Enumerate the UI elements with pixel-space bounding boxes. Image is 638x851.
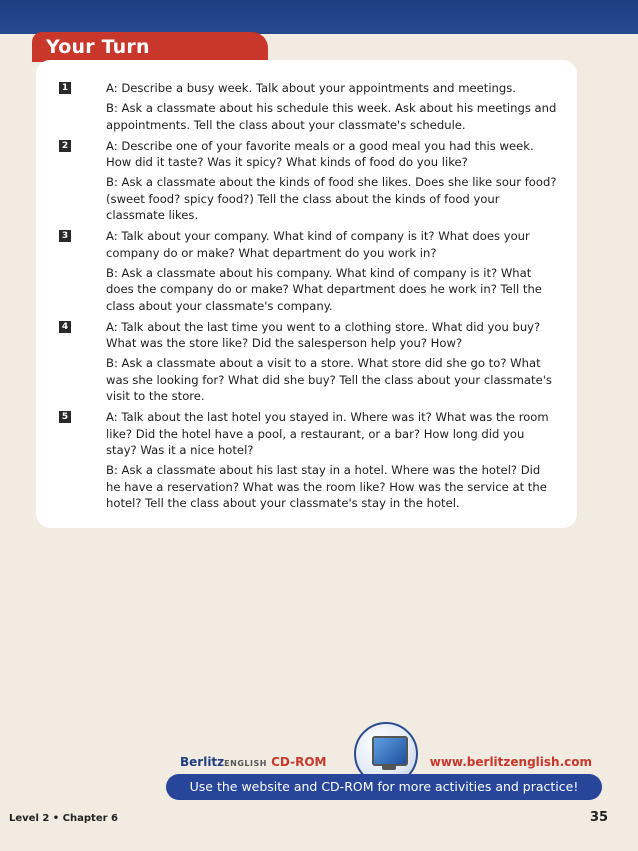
exercise-5 (59, 409, 557, 511)
page-number: 35 (590, 810, 609, 825)
exercise-2-part-a (59, 138, 557, 171)
footer-level-chapter: Level 2 • Chapter 6 (9, 813, 118, 824)
exercise-card (36, 60, 577, 528)
brand-sub: ENGLISH (224, 759, 267, 768)
exercise-5-part-b (59, 462, 557, 511)
exercise-1-b-text: B: Ask a classmate about his schedule this week. Ask about his meetings and appointments. Tell the class about your classmate's schedule. (106, 101, 557, 132)
exercise-1-part-b (59, 100, 557, 133)
exercise-number-2: 2 (59, 140, 71, 152)
promo-block (166, 722, 602, 802)
exercise-3-part-a (59, 228, 557, 261)
brand-name: Berlitz (180, 755, 225, 769)
brand-logo (180, 755, 326, 769)
exercise-2-part-b (59, 174, 557, 223)
exercise-4-part-a (59, 319, 557, 352)
exercise-2-b-text: B: Ask a classmate about the kinds of food she likes. Does she like sour food? (sweet food? spicy food?) Tell the class about the kinds of food your classmate likes. (106, 175, 557, 223)
exercise-4-b-text: B: Ask a classmate about a visit to a store. What store did she go to? What was she looking for? What did she buy? Tell the class about your classmate's visit to the store. (106, 356, 552, 404)
exercise-2-a-text: A: Describe one of your favorite meals or a good meal you had this week. How did it taste? Was it spicy? What kinds of food do you like? (106, 138, 534, 170)
exercise-2 (59, 138, 557, 223)
exercise-3 (59, 228, 557, 313)
exercise-1-part-a (59, 80, 557, 96)
exercise-number-5: 5 (59, 411, 71, 423)
promo-banner: Use the website and CD-ROM for more activities and practice! (166, 774, 602, 800)
section-title: Your Turn (32, 32, 268, 62)
exercise-3-b-text: B: Ask a classmate about his company. What kind of company is it? What does the company do or make? What department does he work in? Tell the class about your classmate's company. (106, 265, 542, 313)
exercise-number-3: 3 (59, 230, 71, 242)
exercise-5-part-a (59, 409, 557, 458)
exercise-4-part-b (59, 355, 557, 404)
exercise-3-part-b (59, 265, 557, 314)
exercise-5-a-text: A: Talk about the last hotel you stayed in. Where was it? What was the room like? Did the hotel have a pool, a restaurant, or a bar? How long did you stay? Was it a nice hotel? (106, 410, 549, 457)
exercise-4-a-text: A: Talk about the last time you went to a clothing store. What did you buy? What was the store like? Did the salesperson help you? How? (106, 319, 541, 351)
monitor-base-icon (382, 765, 396, 770)
exercise-5-b-text: B: Ask a classmate about his last stay in a hotel. Where was the hotel? Did he have a reservation? What was the room like? How was the service at the hotel? Tell the class about your classmate's stay in the hotel. (106, 463, 547, 510)
exercise-number-1: 1 (59, 82, 71, 94)
exercise-3-a-text: A: Talk about your company. What kind of company is it? What does your company do or make? What department do you work in? (106, 229, 530, 260)
top-header-bar (0, 0, 638, 34)
exercise-number-4: 4 (59, 321, 71, 333)
exercise-1 (59, 80, 557, 133)
website-link[interactable]: www.berlitzenglish.com (429, 755, 592, 769)
exercise-1-a-text: A: Describe a busy week. Talk about your appointments and meetings. (106, 81, 516, 95)
exercise-4 (59, 319, 557, 404)
monitor-icon (372, 736, 408, 766)
brand-cd: CD-ROM (271, 755, 327, 769)
